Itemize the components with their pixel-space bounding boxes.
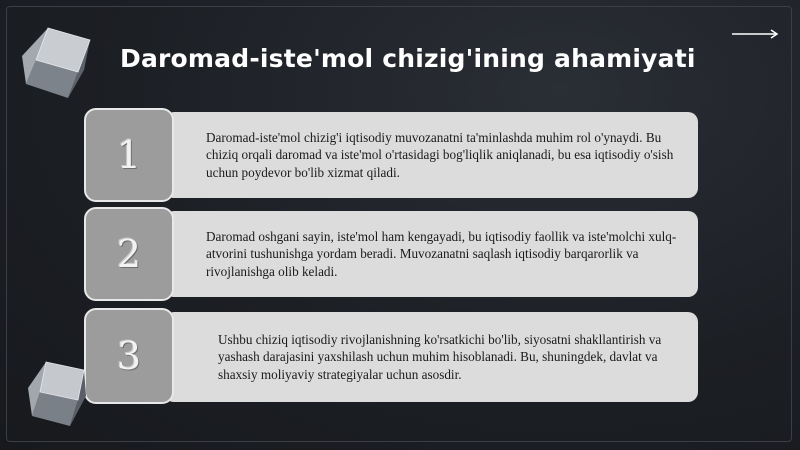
item-card bbox=[164, 312, 698, 402]
slide-title: Daromad-iste'mol chizig'ining ahamiyati bbox=[120, 44, 696, 73]
cube-icon bbox=[24, 360, 90, 428]
item-number: 3 bbox=[116, 334, 142, 378]
item-card bbox=[164, 112, 698, 198]
item-number: 2 bbox=[116, 232, 142, 276]
item-card bbox=[164, 211, 698, 297]
item-number: 1 bbox=[116, 133, 142, 177]
item-text: Ushbu chiziq iqtisodiy rivojlanishning ko'rsatkichi bo'lib, siyosatni shakllantirish va yashash darajasini yaxshilash uchun muhim hisoblanadi. Bu, shuningdek, davlat va shaxsiy moliyaviy strategiyalar uchun asosdir. bbox=[218, 331, 662, 382]
item-number-box bbox=[84, 108, 174, 202]
item-text: Daromad oshgani sayin, iste'mol ham kengayadi, bu iqtisodiy faollik va iste'molchi xulq-atvorini tushunishga yordam beradi. Muvozanatni saqlash iqtisodiy barqarorlik va rivojlanishga olib keladi. bbox=[206, 228, 677, 279]
arrow-right-icon bbox=[732, 28, 780, 40]
list-item bbox=[84, 207, 700, 303]
cube-icon bbox=[18, 26, 94, 100]
list-item bbox=[84, 308, 700, 406]
item-number-box bbox=[84, 308, 174, 404]
list-item bbox=[84, 108, 700, 204]
item-number-box bbox=[84, 207, 174, 301]
item-text: Daromad-iste'mol chizig'i iqtisodiy muvozanatni ta'minlashda muhim rol o'ynaydi. Bu chiziq orqali daromad va iste'mol o'rtasidagi bog'liqlik aniqlanadi, bu esa iqtisodiy o'sish uchun poydevor bo'lib xizmat qiladi. bbox=[206, 129, 674, 180]
